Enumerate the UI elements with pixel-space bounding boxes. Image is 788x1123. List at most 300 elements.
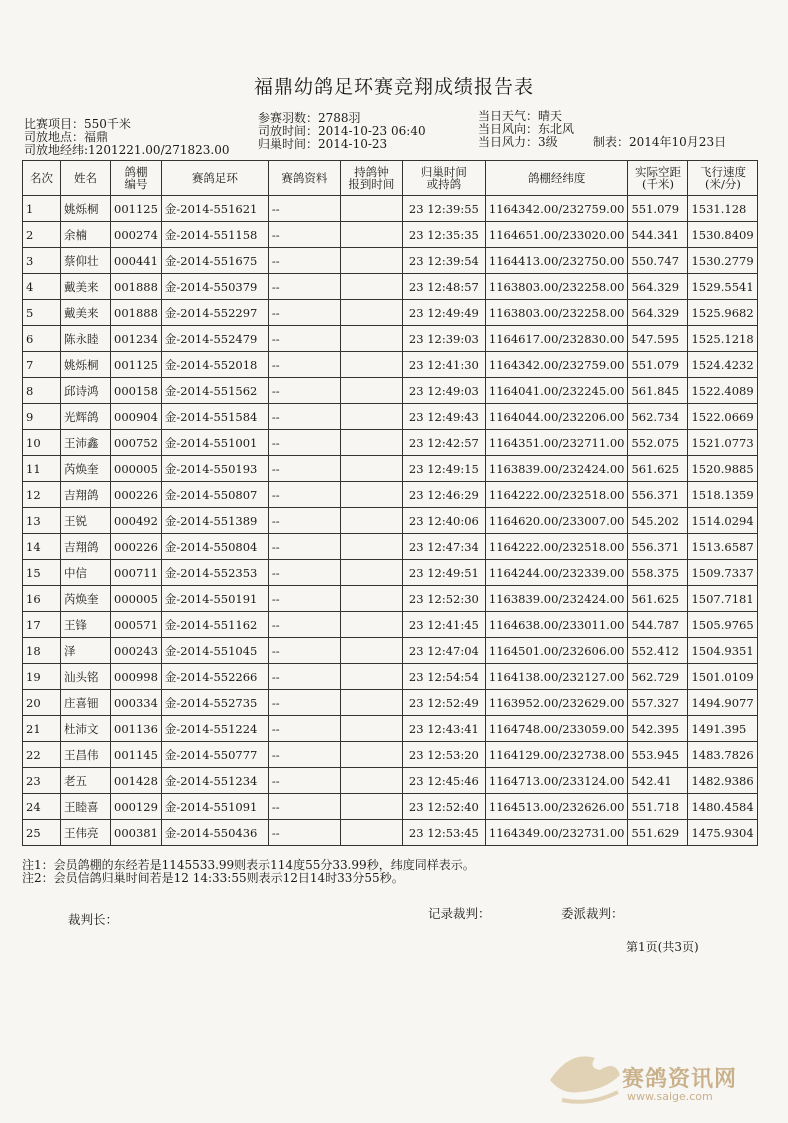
- col-rank-cell: 14: [23, 534, 61, 560]
- col-loft-no-cell: 000226: [111, 534, 162, 560]
- col-ring-cell: 金-2014-551584: [161, 404, 268, 430]
- return-time: 归巢时间：2014-10-23: [258, 137, 388, 151]
- table-row: [23, 456, 758, 482]
- col-arrival-cell: 23 12:49:43: [402, 404, 485, 430]
- col-clock-time-cell: [340, 456, 402, 482]
- col-name-cell: 吉翔鸽: [61, 482, 111, 508]
- col-ring-cell: 金-2014-550804: [161, 534, 268, 560]
- note-2: 注2：会员信鸽归巢时间若是12 14:33:55则表示12日14时33分55秒。: [22, 871, 404, 885]
- col-distance-cell: 558.375: [628, 560, 688, 586]
- col-loft-no-header: 鸽棚 编号: [111, 161, 162, 196]
- col-ring-cell: 金-2014-550191: [161, 586, 268, 612]
- col-distance-cell: 561.845: [628, 378, 688, 404]
- col-loft-no-cell: 000904: [111, 404, 162, 430]
- col-info-cell: --: [268, 794, 340, 820]
- col-ring-cell: 金-2014-550436: [161, 820, 268, 846]
- col-rank-cell: 25: [23, 820, 61, 846]
- col-loft-no-cell: 000243: [111, 638, 162, 664]
- col-rank-header: 名次: [23, 161, 61, 196]
- col-distance-cell: 552.075: [628, 430, 688, 456]
- col-distance-header: 实际空距 (千米): [628, 161, 688, 196]
- col-name-cell: 芮焕奎: [61, 456, 111, 482]
- col-ring-cell: 金-2014-551621: [161, 196, 268, 222]
- col-coords-cell: 1163803.00/232258.00: [485, 274, 628, 300]
- col-speed-header: 飞行速度 (米/分): [688, 161, 758, 196]
- col-ring-cell: 金-2014-551045: [161, 638, 268, 664]
- col-coords-cell: 1164501.00/232606.00: [485, 638, 628, 664]
- col-info-cell: --: [268, 638, 340, 664]
- release-coords: 司放地经纬:1201221.00/271823.00: [24, 143, 230, 157]
- col-speed-cell: 1505.9765: [688, 612, 758, 638]
- made-date: 制表：2014年10月23日: [593, 135, 727, 149]
- table-row: [23, 768, 758, 794]
- col-ring-cell: 金-2014-551162: [161, 612, 268, 638]
- col-clock-time-cell: [340, 664, 402, 690]
- col-ring-cell: 金-2014-552297: [161, 300, 268, 326]
- col-rank-cell: 20: [23, 690, 61, 716]
- col-loft-no-cell: 001888: [111, 300, 162, 326]
- col-distance-cell: 551.079: [628, 196, 688, 222]
- col-info-cell: --: [268, 612, 340, 638]
- col-arrival-cell: 23 12:52:49: [402, 690, 485, 716]
- col-info-cell: --: [268, 404, 340, 430]
- col-ring-cell: 金-2014-550379: [161, 274, 268, 300]
- col-info-cell: --: [268, 664, 340, 690]
- col-coords-cell: 1164349.00/232731.00: [485, 820, 628, 846]
- col-rank-cell: 3: [23, 248, 61, 274]
- col-arrival-cell: 23 12:47:34: [402, 534, 485, 560]
- col-name-cell: 姚烁桐: [61, 196, 111, 222]
- col-rank-cell: 9: [23, 404, 61, 430]
- col-speed-cell: 1507.7181: [688, 586, 758, 612]
- col-name-cell: 王锐: [61, 508, 111, 534]
- col-loft-no-cell: 001125: [111, 352, 162, 378]
- col-loft-no-cell: 001125: [111, 196, 162, 222]
- col-loft-no-cell: 000752: [111, 430, 162, 456]
- col-clock-time-cell: [340, 794, 402, 820]
- col-loft-no-cell: 001888: [111, 274, 162, 300]
- col-arrival-cell: 23 12:49:49: [402, 300, 485, 326]
- col-name-cell: 姚烁桐: [61, 352, 111, 378]
- col-name-cell: 吉翔鸽: [61, 534, 111, 560]
- col-clock-time-cell: [340, 716, 402, 742]
- col-info-cell: --: [268, 534, 340, 560]
- col-speed-cell: 1513.6587: [688, 534, 758, 560]
- col-ring-cell: 金-2014-552479: [161, 326, 268, 352]
- note-1: 注1：会员鸽棚的东经若是1145533.99则表示114度55分33.99秒，纬度同样表示。: [22, 858, 475, 872]
- delegate-referee-label: 委派裁判：: [561, 906, 624, 921]
- col-info-cell: --: [268, 508, 340, 534]
- col-rank-cell: 7: [23, 352, 61, 378]
- col-info-cell: --: [268, 820, 340, 846]
- table-row: [23, 482, 758, 508]
- col-distance-cell: 545.202: [628, 508, 688, 534]
- col-name-cell: 戴美来: [61, 300, 111, 326]
- col-loft-no-cell: 000441: [111, 248, 162, 274]
- col-arrival-cell: 23 12:42:57: [402, 430, 485, 456]
- col-distance-cell: 556.371: [628, 534, 688, 560]
- col-name-cell: 王睦喜: [61, 794, 111, 820]
- wind-force: 当日风力：3级: [478, 135, 558, 149]
- table-row: [23, 378, 758, 404]
- col-loft-no-cell: 001136: [111, 716, 162, 742]
- col-info-cell: --: [268, 300, 340, 326]
- col-coords-cell: 1164620.00/233007.00: [485, 508, 628, 534]
- col-info-cell: --: [268, 456, 340, 482]
- col-coords-cell: 1164638.00/233011.00: [485, 612, 628, 638]
- col-distance-cell: 564.329: [628, 274, 688, 300]
- col-clock-time-cell: [340, 586, 402, 612]
- col-ring-cell: 金-2014-550807: [161, 482, 268, 508]
- table-row: [23, 248, 758, 274]
- col-coords-header: 鸽棚经纬度: [485, 161, 628, 196]
- col-coords-cell: 1164222.00/232518.00: [485, 534, 628, 560]
- col-distance-cell: 542.41: [628, 768, 688, 794]
- col-info-cell: --: [268, 690, 340, 716]
- report-title: 福鼎幼鸽足环赛竞翔成绩报告表: [253, 76, 534, 98]
- col-distance-cell: 551.079: [628, 352, 688, 378]
- recorder-referee-label: 记录裁判：: [428, 906, 491, 921]
- col-speed-cell: 1525.9682: [688, 300, 758, 326]
- col-coords-cell: 1164713.00/233124.00: [485, 768, 628, 794]
- col-info-cell: --: [268, 196, 340, 222]
- watermark-url: www.saige.com: [627, 1090, 713, 1103]
- col-distance-cell: 551.629: [628, 820, 688, 846]
- col-name-cell: 戴美来: [61, 274, 111, 300]
- col-name-cell: 邱诗鸿: [61, 378, 111, 404]
- col-speed-cell: 1483.7826: [688, 742, 758, 768]
- col-arrival-cell: 23 12:39:55: [402, 196, 485, 222]
- col-info-cell: --: [268, 482, 340, 508]
- col-speed-cell: 1491.395: [688, 716, 758, 742]
- wind-direction: 当日风向：东北风: [478, 122, 575, 136]
- col-speed-cell: 1494.9077: [688, 690, 758, 716]
- table-header-row: [23, 161, 758, 196]
- col-distance-cell: 547.595: [628, 326, 688, 352]
- release-place: 司放地点：福鼎: [24, 130, 109, 144]
- col-arrival-cell: 23 12:41:45: [402, 612, 485, 638]
- col-clock-time-cell: [340, 378, 402, 404]
- chief-referee-label: 裁判长：: [68, 912, 119, 927]
- col-clock-time-cell: [340, 274, 402, 300]
- table-row: [23, 716, 758, 742]
- col-ring-cell: 金-2014-552018: [161, 352, 268, 378]
- col-distance-cell: 562.729: [628, 664, 688, 690]
- col-clock-time-cell: [340, 534, 402, 560]
- col-ring-cell: 金-2014-550193: [161, 456, 268, 482]
- watermark-brand: 赛鸽资讯网: [622, 1067, 738, 1092]
- col-speed-cell: 1522.4089: [688, 378, 758, 404]
- col-name-cell: 余楠: [61, 222, 111, 248]
- col-loft-no-cell: 000571: [111, 612, 162, 638]
- col-loft-no-cell: 000274: [111, 222, 162, 248]
- col-ring-cell: 金-2014-551389: [161, 508, 268, 534]
- col-clock-time-cell: [340, 638, 402, 664]
- col-loft-no-cell: 000005: [111, 456, 162, 482]
- col-name-cell: 光辉鸽: [61, 404, 111, 430]
- table-row: [23, 300, 758, 326]
- col-arrival-cell: 23 12:39:54: [402, 248, 485, 274]
- table-body: [23, 196, 758, 846]
- col-rank-cell: 22: [23, 742, 61, 768]
- col-loft-no-cell: 000129: [111, 794, 162, 820]
- col-loft-no-cell: 000998: [111, 664, 162, 690]
- col-rank-cell: 10: [23, 430, 61, 456]
- col-distance-cell: 551.718: [628, 794, 688, 820]
- col-arrival-cell: 23 12:49:15: [402, 456, 485, 482]
- col-clock-time-cell: [340, 222, 402, 248]
- race-item: 比赛项目：550千米: [24, 117, 131, 131]
- col-arrival-cell: 23 12:52:30: [402, 586, 485, 612]
- col-name-cell: 陈永睦: [61, 326, 111, 352]
- col-coords-cell: 1164748.00/233059.00: [485, 716, 628, 742]
- col-info-cell: --: [268, 326, 340, 352]
- page-number: 第1页(共3页): [626, 940, 699, 954]
- table-row: [23, 274, 758, 300]
- col-distance-cell: 550.747: [628, 248, 688, 274]
- col-speed-cell: 1520.9885: [688, 456, 758, 482]
- col-loft-no-cell: 000492: [111, 508, 162, 534]
- col-clock-time-cell: [340, 430, 402, 456]
- col-coords-cell: 1163952.00/232629.00: [485, 690, 628, 716]
- col-arrival-cell: 23 12:46:29: [402, 482, 485, 508]
- col-name-cell: 王锋: [61, 612, 111, 638]
- col-distance-cell: 557.327: [628, 690, 688, 716]
- col-ring-cell: 金-2014-551562: [161, 378, 268, 404]
- col-arrival-cell: 23 12:35:35: [402, 222, 485, 248]
- col-ring-cell: 金-2014-551224: [161, 716, 268, 742]
- table-row: [23, 326, 758, 352]
- col-distance-cell: 553.945: [628, 742, 688, 768]
- col-loft-no-cell: 001234: [111, 326, 162, 352]
- col-speed-cell: 1521.0773: [688, 430, 758, 456]
- col-loft-no-cell: 000711: [111, 560, 162, 586]
- col-speed-cell: 1518.1359: [688, 482, 758, 508]
- col-speed-cell: 1475.9304: [688, 820, 758, 846]
- results-table: [22, 160, 758, 846]
- col-name-cell: 王沛鑫: [61, 430, 111, 456]
- col-ring-cell: 金-2014-552266: [161, 664, 268, 690]
- col-distance-cell: 544.787: [628, 612, 688, 638]
- col-arrival-cell: 23 12:53:45: [402, 820, 485, 846]
- table-row: [23, 820, 758, 846]
- col-name-cell: 泽: [61, 638, 111, 664]
- table-row: [23, 794, 758, 820]
- col-speed-cell: 1509.7337: [688, 560, 758, 586]
- col-rank-cell: 16: [23, 586, 61, 612]
- col-clock-time-cell: [340, 404, 402, 430]
- table-row: [23, 638, 758, 664]
- col-name-cell: 老五: [61, 768, 111, 794]
- col-name-cell: 汕头铭: [61, 664, 111, 690]
- col-distance-cell: 561.625: [628, 456, 688, 482]
- table-row: [23, 586, 758, 612]
- col-ring-cell: 金-2014-551001: [161, 430, 268, 456]
- col-speed-cell: 1480.4584: [688, 794, 758, 820]
- col-clock-time-cell: [340, 326, 402, 352]
- col-loft-no-cell: 000334: [111, 690, 162, 716]
- col-arrival-cell: 23 12:41:30: [402, 352, 485, 378]
- col-arrival-cell: 23 12:48:57: [402, 274, 485, 300]
- col-coords-cell: 1164513.00/232626.00: [485, 794, 628, 820]
- col-ring-header: 赛鸽足环: [161, 161, 268, 196]
- col-clock-time-cell: [340, 560, 402, 586]
- col-coords-cell: 1163839.00/232424.00: [485, 586, 628, 612]
- col-arrival-cell: 23 12:53:20: [402, 742, 485, 768]
- col-loft-no-cell: 000226: [111, 482, 162, 508]
- col-ring-cell: 金-2014-551234: [161, 768, 268, 794]
- col-coords-cell: 1164617.00/232830.00: [485, 326, 628, 352]
- col-rank-cell: 18: [23, 638, 61, 664]
- col-clock-time-cell: [340, 248, 402, 274]
- col-clock-time-cell: [340, 508, 402, 534]
- col-distance-cell: 564.329: [628, 300, 688, 326]
- col-coords-cell: 1164138.00/232127.00: [485, 664, 628, 690]
- col-distance-cell: 562.734: [628, 404, 688, 430]
- col-arrival-cell: 23 12:45:46: [402, 768, 485, 794]
- col-arrival-cell: 23 12:49:51: [402, 560, 485, 586]
- col-ring-cell: 金-2014-550777: [161, 742, 268, 768]
- col-clock-time-cell: [340, 690, 402, 716]
- col-info-cell: --: [268, 378, 340, 404]
- col-distance-cell: 556.371: [628, 482, 688, 508]
- col-ring-cell: 金-2014-551158: [161, 222, 268, 248]
- table-row: [23, 612, 758, 638]
- col-name-header: 姓名: [61, 161, 111, 196]
- col-speed-cell: 1501.0109: [688, 664, 758, 690]
- col-ring-cell: 金-2014-552735: [161, 690, 268, 716]
- col-speed-cell: 1529.5541: [688, 274, 758, 300]
- col-coords-cell: 1164413.00/232750.00: [485, 248, 628, 274]
- weather: 当日天气：晴天: [478, 109, 563, 123]
- col-name-cell: 庄喜钿: [61, 690, 111, 716]
- col-name-cell: 蔡仰壮: [61, 248, 111, 274]
- table-row: [23, 404, 758, 430]
- col-name-cell: 芮焕奎: [61, 586, 111, 612]
- col-coords-cell: 1164342.00/232759.00: [485, 196, 628, 222]
- col-coords-cell: 1164041.00/232245.00: [485, 378, 628, 404]
- col-rank-cell: 11: [23, 456, 61, 482]
- table-row: [23, 742, 758, 768]
- table-row: [23, 534, 758, 560]
- col-distance-cell: 552.412: [628, 638, 688, 664]
- col-loft-no-cell: 000158: [111, 378, 162, 404]
- col-coords-cell: 1164244.00/232339.00: [485, 560, 628, 586]
- col-rank-cell: 13: [23, 508, 61, 534]
- table-row: [23, 430, 758, 456]
- col-rank-cell: 15: [23, 560, 61, 586]
- col-info-cell: --: [268, 274, 340, 300]
- col-rank-cell: 4: [23, 274, 61, 300]
- col-arrival-cell: 23 12:54:54: [402, 664, 485, 690]
- col-clock-time-cell: [340, 352, 402, 378]
- col-clock-time-cell: [340, 742, 402, 768]
- entries-count: 参赛羽数：2788羽: [258, 111, 361, 125]
- col-distance-cell: 542.395: [628, 716, 688, 742]
- table-row: [23, 508, 758, 534]
- col-arrival-cell: 23 12:40:06: [402, 508, 485, 534]
- col-coords-cell: 1163839.00/232424.00: [485, 456, 628, 482]
- col-loft-no-cell: 000005: [111, 586, 162, 612]
- col-loft-no-cell: 001145: [111, 742, 162, 768]
- col-loft-no-cell: 000381: [111, 820, 162, 846]
- col-speed-cell: 1530.8409: [688, 222, 758, 248]
- col-coords-cell: 1164651.00/233020.00: [485, 222, 628, 248]
- col-speed-cell: 1531.128: [688, 196, 758, 222]
- col-arrival-cell: 23 12:47:04: [402, 638, 485, 664]
- col-coords-cell: 1163803.00/232258.00: [485, 300, 628, 326]
- col-rank-cell: 6: [23, 326, 61, 352]
- col-ring-cell: 金-2014-552353: [161, 560, 268, 586]
- col-arrival-cell: 23 12:39:03: [402, 326, 485, 352]
- col-speed-cell: 1504.9351: [688, 638, 758, 664]
- col-arrival-cell: 23 12:43:41: [402, 716, 485, 742]
- col-speed-cell: 1482.9386: [688, 768, 758, 794]
- table-row: [23, 352, 758, 378]
- table-row: [23, 690, 758, 716]
- col-ring-cell: 金-2014-551675: [161, 248, 268, 274]
- col-clock-time-cell: [340, 300, 402, 326]
- col-arrival-cell: 23 12:49:03: [402, 378, 485, 404]
- col-coords-cell: 1164129.00/232738.00: [485, 742, 628, 768]
- col-distance-cell: 544.341: [628, 222, 688, 248]
- release-time: 司放时间：2014-10-23 06:40: [258, 124, 426, 138]
- col-info-header: 赛鸽资料: [268, 161, 340, 196]
- col-name-cell: 中信: [61, 560, 111, 586]
- col-name-cell: 杜沛文: [61, 716, 111, 742]
- col-rank-cell: 2: [23, 222, 61, 248]
- col-info-cell: --: [268, 222, 340, 248]
- col-clock-time-cell: [340, 820, 402, 846]
- table-row: [23, 196, 758, 222]
- col-rank-cell: 1: [23, 196, 61, 222]
- col-rank-cell: 5: [23, 300, 61, 326]
- col-info-cell: --: [268, 768, 340, 794]
- col-rank-cell: 23: [23, 768, 61, 794]
- col-rank-cell: 21: [23, 716, 61, 742]
- col-speed-cell: 1524.4232: [688, 352, 758, 378]
- col-info-cell: --: [268, 716, 340, 742]
- table-row: [23, 560, 758, 586]
- col-clock-time-cell: [340, 612, 402, 638]
- col-distance-cell: 561.625: [628, 586, 688, 612]
- col-arrival-cell: 23 12:52:40: [402, 794, 485, 820]
- col-info-cell: --: [268, 430, 340, 456]
- col-speed-cell: 1530.2779: [688, 248, 758, 274]
- col-coords-cell: 1164222.00/232518.00: [485, 482, 628, 508]
- table-row: [23, 222, 758, 248]
- col-rank-cell: 12: [23, 482, 61, 508]
- table-row: [23, 664, 758, 690]
- col-info-cell: --: [268, 742, 340, 768]
- col-name-cell: 王伟亮: [61, 820, 111, 846]
- col-rank-cell: 17: [23, 612, 61, 638]
- col-arrival-header: 归巢时间 或持鸽: [402, 161, 485, 196]
- col-clock-time-cell: [340, 482, 402, 508]
- col-coords-cell: 1164351.00/232711.00: [485, 430, 628, 456]
- col-loft-no-cell: 001428: [111, 768, 162, 794]
- col-coords-cell: 1164044.00/232206.00: [485, 404, 628, 430]
- col-info-cell: --: [268, 352, 340, 378]
- col-rank-cell: 19: [23, 664, 61, 690]
- col-info-cell: --: [268, 586, 340, 612]
- col-speed-cell: 1525.1218: [688, 326, 758, 352]
- col-ring-cell: 金-2014-551091: [161, 794, 268, 820]
- col-speed-cell: 1522.0669: [688, 404, 758, 430]
- col-clock-time-header: 持鸽钟 报到时间: [340, 161, 402, 196]
- col-clock-time-cell: [340, 196, 402, 222]
- col-info-cell: --: [268, 248, 340, 274]
